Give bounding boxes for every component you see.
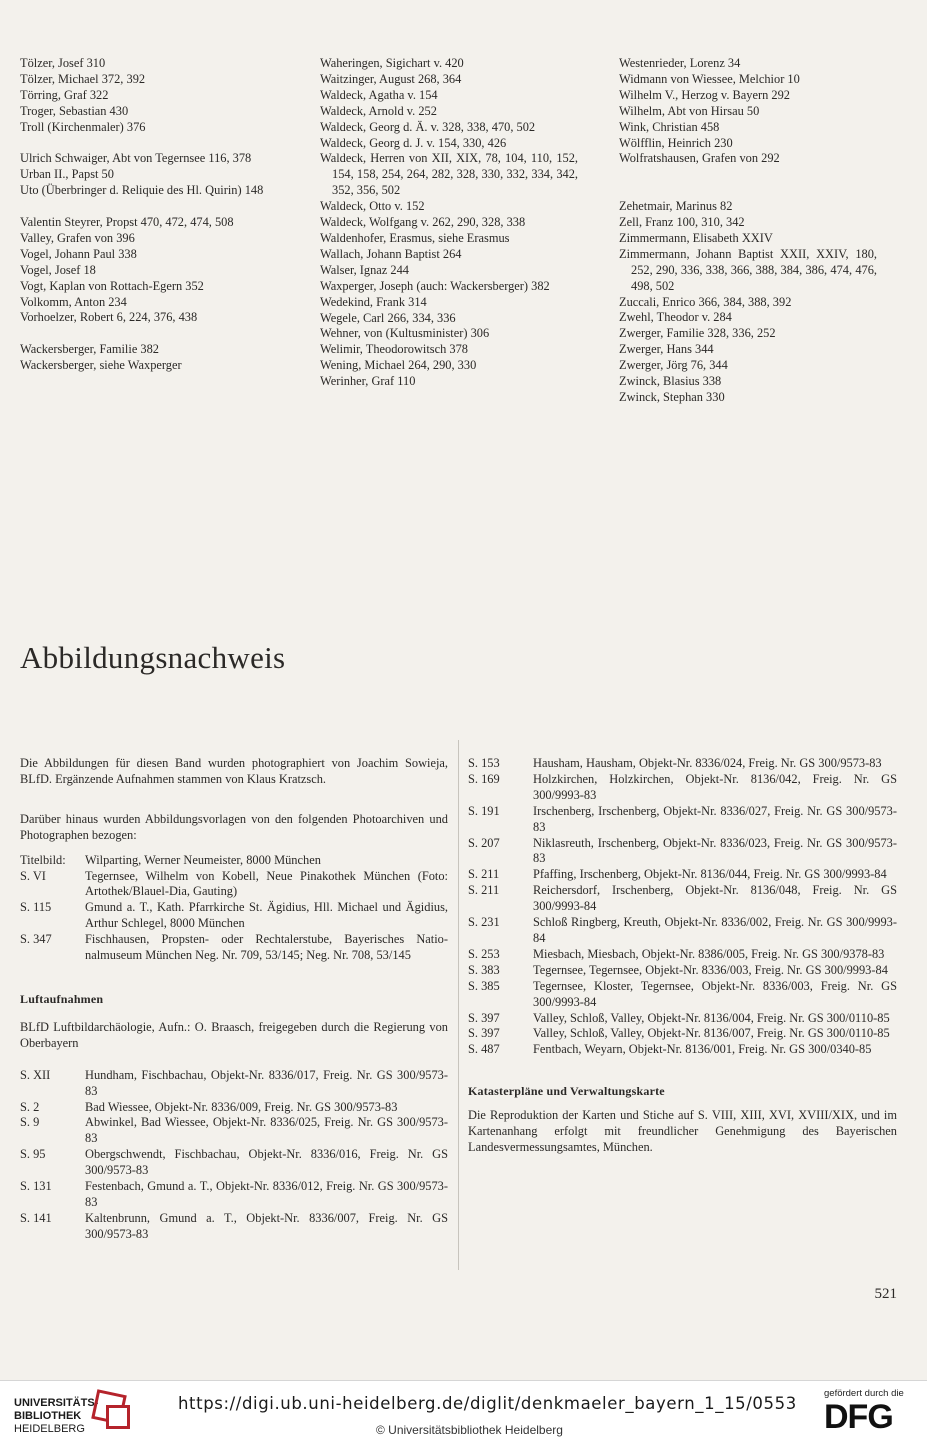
index-entry: Vogel, Johann Paul 338 [20, 246, 137, 261]
index-entry: Zwehl, Theodor v. 284 [619, 310, 732, 325]
credit-entry [20, 869, 448, 901]
credit-entry [468, 756, 897, 772]
index-entry: Welimir, Theodorowitsch 378 [320, 342, 468, 357]
index-gap [20, 199, 288, 215]
index-entry: Tölzer, Josef 310 [20, 56, 106, 70]
index-entry: Waldeck, Herren von XII, XIX, 78, 104, 110, 152, 154, 158, 254, 264, 282, 328, 330, 332, 334, 342, 352, 356, 502 [320, 151, 578, 198]
index-entry: Waldeck, Wolfgang v. 262, 290, 328, 338 [320, 215, 526, 230]
index-entry: Wackersberger, siehe Waxperger [20, 358, 182, 373]
credit-text: Gmund a. T., Kath. Pfarrkirche St. Ägidius, Hll. Michael und Ägidius, Arthur Schlegel, 8000 München [85, 900, 448, 931]
index-column-3 [619, 56, 877, 406]
credit-page-ref: S. VI [20, 868, 46, 883]
credit-text: Obergschwendt, Fischbachau, Objekt-Nr. 8336/016, Freig. Nr. GS 300/9573-83 [85, 1147, 448, 1178]
credit-entry [20, 1211, 448, 1243]
credit-text: Tegernsee, Wilhelm von Kobell, Neue Pinakothek München (Foto: Artothek/Blauel-Dia, Gauting) [85, 868, 448, 899]
index-gap [20, 326, 288, 342]
index-entry: Wening, Michael 264, 290, 330 [320, 358, 477, 373]
credit-text: Pfaffing, Irschenberg, Objekt-Nr. 8136/044, Freig. Nr. GS 300/9993-84 [533, 867, 887, 882]
index-entry: Troll (Kirchenmaler) 376 [20, 119, 146, 134]
credit-text: Niklasreuth, Irschenberg, Objekt-Nr. 8336/023, Freig. Nr. GS 300/9573-83 [533, 835, 897, 866]
index-entry: Törring, Graf 322 [20, 87, 109, 102]
credit-text: Fischhausen, Propsten- oder Rechtalerstube, Bayerisches Nationalmuseum München Neg. Nr. 709, 53/145; Neg. Nr. 708, 53/145 [85, 932, 448, 963]
credit-page-ref: S. 487 [468, 1042, 500, 1057]
credits-left-column [20, 756, 448, 1243]
credit-page-ref: S. 383 [468, 962, 500, 977]
index-entry: Volkomm, Anton 234 [20, 294, 127, 309]
credit-page-ref: S. 9 [20, 1115, 40, 1130]
index-entry: Wackersberger, Familie 382 [20, 342, 160, 357]
credit-page-ref: S. 141 [20, 1210, 52, 1225]
index-entry: Zwerger, Familie 328, 336, 252 [619, 326, 776, 341]
index-entry: Waldeck, Arnold v. 252 [320, 103, 437, 118]
credit-text: Festenbach, Gmund a. T., Objekt-Nr. 8336/012, Freig. Nr. GS 300/9573-83 [85, 1179, 448, 1209]
logo-line-2: BIBLIOTHEK [14, 1410, 82, 1422]
credit-entry [20, 1115, 448, 1147]
index-entry: Wölfflin, Heinrich 230 [619, 135, 733, 150]
credit-text: Hundham, Fischbachau, Objekt-Nr. 8336/017, Freig. Nr. GS 300/9573-83 [85, 1067, 448, 1098]
index-gap [20, 136, 288, 152]
credit-text: Fentbach, Weyarn, Objekt-Nr. 8136/001, Freig. Nr. GS 300/0340-85 [533, 1042, 872, 1057]
credit-entry [20, 1068, 448, 1100]
credit-entry [20, 1100, 448, 1116]
index-entry: Uto (Überbringer d. Reliquie des Hl. Quirin) 148 [20, 183, 264, 198]
credit-page-ref: S. 397 [468, 1026, 500, 1041]
index-gap [619, 167, 877, 183]
index-entry: Zehetmair, Marinus 82 [619, 199, 733, 214]
index-entry: Wehner, von (Kultusminister) 306 [320, 326, 490, 341]
index-column-1 [20, 56, 288, 374]
credit-page-ref: S. 385 [468, 978, 500, 993]
credit-text: Irschenberg, Irschenberg, Objekt-Nr. 8336/027, Freig. Nr. GS 300/9573-83 [533, 803, 897, 834]
index-entry: Werinher, Graf 110 [320, 374, 416, 389]
column-divider [458, 740, 459, 1270]
index-gap [619, 183, 877, 199]
index-entry: Walser, Ignaz 244 [320, 262, 409, 277]
funding-label: gefördert durch die [824, 1388, 904, 1399]
logo-line-3: HEIDELBERG [14, 1423, 85, 1435]
index-entry: Urban II., Papst 50 [20, 167, 114, 182]
credit-entry [20, 900, 448, 932]
index-entry: Wegele, Carl 266, 334, 336 [320, 310, 456, 325]
credit-entry [468, 836, 897, 868]
credit-text: Reichersdorf, Irschenberg, Objekt-Nr. 8136/048, Freig. Nr. GS 300/9993-84 [533, 883, 897, 914]
heading-luftaufnahmen: Luftaufnahmen [20, 991, 104, 1006]
credit-page-ref: S. 231 [468, 915, 500, 930]
credit-page-ref: S. 191 [468, 803, 500, 818]
index-entry: Waheringen, Sigichart v. 420 [320, 56, 464, 70]
copyright-notice: © Universitätsbibliothek Heidelberg [376, 1423, 563, 1437]
credits-right-column [468, 756, 897, 1156]
credit-page-ref: S. 211 [468, 867, 500, 882]
kataster-paragraph: Die Reproduktion der Karten und Stiche auf S. VIII, XIII, XVI, XVIII/XIX, und im Kartenanhang erfolgt mit freundlicher Genehmigung des Bayerischen Landesvermessungsamtes, München. [468, 1108, 897, 1154]
credit-page-ref: S. 397 [468, 1010, 500, 1025]
index-entry: Wallach, Johann Baptist 264 [320, 246, 462, 261]
right-entries-list [468, 756, 897, 1058]
index-entry: Zell, Franz 100, 310, 342 [619, 215, 745, 230]
dfg-logo[interactable]: DFG [824, 1398, 893, 1436]
credit-entry [468, 883, 897, 915]
index-entry: Waldeck, Agatha v. 154 [320, 87, 438, 102]
credit-page-ref: S. 2 [20, 1099, 40, 1114]
index-entry: Zimmermann, Elisabeth XXIV [619, 230, 773, 245]
permalink-url[interactable]: https://digi.ub.uni-heidelberg.de/diglit/denkmaeler_bayern_1_15/0553 [178, 1394, 797, 1413]
index-entry: Zuccali, Enrico 366, 384, 388, 392 [619, 294, 792, 309]
intro-paragraph-2: Darüber hinaus wurden Abbildungsvorlagen von den folgenden Photoarchiven und Photographen bezogen: [20, 811, 448, 842]
index-entry: Vorhoelzer, Robert 6, 224, 376, 438 [20, 310, 198, 325]
credit-entry [468, 915, 897, 947]
credit-entry [468, 804, 897, 836]
index-entry: Wink, Christian 458 [619, 119, 720, 134]
index-entry: Wedekind, Frank 314 [320, 294, 427, 309]
index-entry: Troger, Sebastian 430 [20, 103, 129, 118]
credit-text: Abwinkel, Bad Wiessee, Objekt-Nr. 8336/025, Freig. Nr. GS 300/9573-83 [85, 1115, 448, 1146]
intro-paragraph-1: Die Abbildungen für diesen Band wurden photographiert von Joachim Sowieja, BLfD. Ergänzende Aufnahmen stammen von Klaus Kratzsch. [20, 756, 448, 786]
credit-text: Tegernsee, Kloster, Tegernsee, Objekt-Nr. 8336/003, Freig. Nr. GS 300/9993-84 [533, 978, 897, 1009]
index-entry: Widmann von Wiessee, Melchior 10 [619, 71, 800, 86]
index-entry: Valentin Steyrer, Propst 470, 472, 474, 508 [20, 215, 234, 230]
credit-entry [468, 947, 897, 963]
credit-page-ref: S. 95 [20, 1147, 46, 1162]
credit-text: Wilparting, Werner Neumeister, 8000 München [85, 852, 321, 867]
index-column-2 [320, 56, 578, 390]
credit-text: Tegernsee, Tegernsee, Objekt-Nr. 8336/003, Freig. Nr. GS 300/9993-84 [533, 962, 888, 977]
credit-entry [468, 1026, 897, 1042]
luft-entries-list [20, 1068, 448, 1243]
index-entry: Waldenhofer, Erasmus, siehe Erasmus [320, 230, 510, 245]
index-entry: Tölzer, Michael 372, 392 [20, 71, 146, 86]
credit-entry [20, 853, 448, 869]
ub-heidelberg-logo[interactable] [14, 1391, 134, 1433]
credit-text: Hausham, Hausham, Objekt-Nr. 8336/024, Freig. Nr. GS 300/9573-83 [533, 756, 882, 770]
credit-page-ref: S. 169 [468, 771, 500, 786]
logo-line-1: UNIVERSITÄTS- [14, 1397, 99, 1409]
credit-page-ref: S. 115 [20, 900, 52, 915]
credit-page-ref: S. 211 [468, 883, 500, 898]
credit-page-ref: S. 347 [20, 932, 52, 947]
index-entry: Zwerger, Hans 344 [619, 342, 714, 357]
credit-text: Valley, Schloß, Valley, Objekt-Nr. 8136/004, Freig. Nr. GS 300/0110-85 [533, 1010, 890, 1025]
section-title: Abbildungsnachweis [20, 640, 286, 675]
index-entry: Zimmermann, Johann Baptist XXII, XXIV, 180, 252, 290, 336, 338, 366, 388, 384, 386, 474, 476, 498, 502 [619, 246, 877, 293]
index-entry: Waitzinger, August 268, 364 [320, 71, 462, 86]
index-entry: Westenrieder, Lorenz 34 [619, 56, 741, 70]
index-entry: Waldeck, Otto v. 152 [320, 199, 425, 214]
credit-entry [20, 1147, 448, 1179]
index-entry: Vogel, Josef 18 [20, 262, 96, 277]
credit-entry [468, 1042, 897, 1058]
index-entry: Waldeck, Georg d. J. v. 154, 330, 426 [320, 135, 507, 150]
index-entry: Wilhelm, Abt von Hirsau 50 [619, 103, 760, 118]
credit-entry [20, 1179, 448, 1211]
credit-entry [468, 772, 897, 804]
credit-text: Bad Wiessee, Objekt-Nr. 8336/009, Freig. Nr. GS 300/9573-83 [85, 1099, 398, 1114]
index-entry: Valley, Grafen von 396 [20, 230, 135, 245]
luft-intro: BLfD Luftbildarchäologie, Aufn.: O. Braasch, freigegeben durch die Regierung von Oberbayern [20, 1019, 448, 1050]
logo-mark-inner-icon [106, 1405, 130, 1429]
page-number: 521 [874, 1286, 897, 1302]
index-entry: Ulrich Schwaiger, Abt von Tegernsee 116, 378 [20, 151, 252, 166]
index-entry: Vogt, Kaplan von Rottach-Egern 352 [20, 278, 204, 293]
credit-page-ref: S. 153 [468, 756, 500, 770]
credit-entry [468, 1011, 897, 1027]
index-entry: Wolfratshausen, Grafen von 292 [619, 151, 780, 166]
index-entry: Wilhelm V., Herzog v. Bayern 292 [619, 87, 790, 102]
credits-list [20, 853, 448, 964]
credit-page-ref: S. 131 [20, 1179, 52, 1194]
index-entry: Waldeck, Georg d. Ä. v. 328, 338, 470, 502 [320, 119, 536, 134]
credit-entry [468, 867, 897, 883]
index-entry: Zwinck, Blasius 338 [619, 374, 722, 389]
index-entry: Zwinck, Stephan 330 [619, 390, 725, 404]
credit-text: Schloß Ringberg, Kreuth, Objekt-Nr. 8336/002, Freig. Nr. GS 300/9993-84 [533, 915, 897, 945]
credit-text: Valley, Schloß, Valley, Objekt-Nr. 8136/007, Freig. Nr. GS 300/0110-85 [533, 1026, 890, 1041]
credit-page-ref: S. 207 [468, 835, 500, 850]
credit-entry [20, 932, 448, 964]
credit-text: Holzkirchen, Holzkirchen, Objekt-Nr. 8136/042, Freig. Nr. GS 300/9993-83 [533, 771, 897, 802]
credit-text: Miesbach, Miesbach, Objekt-Nr. 8386/005, Freig. Nr. GS 300/9378-83 [533, 946, 885, 961]
credit-page-ref: S. XII [20, 1067, 51, 1082]
credit-page-ref: S. 253 [468, 946, 500, 961]
index-entry: Zwerger, Jörg 76, 344 [619, 358, 728, 373]
credit-entry [468, 979, 897, 1011]
heading-kataster: Katasterpläne und Verwaltungskarte [468, 1084, 665, 1099]
credit-entry [468, 963, 897, 979]
index-entry: Waxperger, Joseph (auch: Wackersberger) 382 [320, 278, 550, 293]
credit-page-ref: Titelbild: [20, 852, 66, 867]
credit-text: Kaltenbrunn, Gmund a. T., Objekt-Nr. 8336/007, Freig. Nr. GS 300/9573-83 [85, 1210, 448, 1241]
